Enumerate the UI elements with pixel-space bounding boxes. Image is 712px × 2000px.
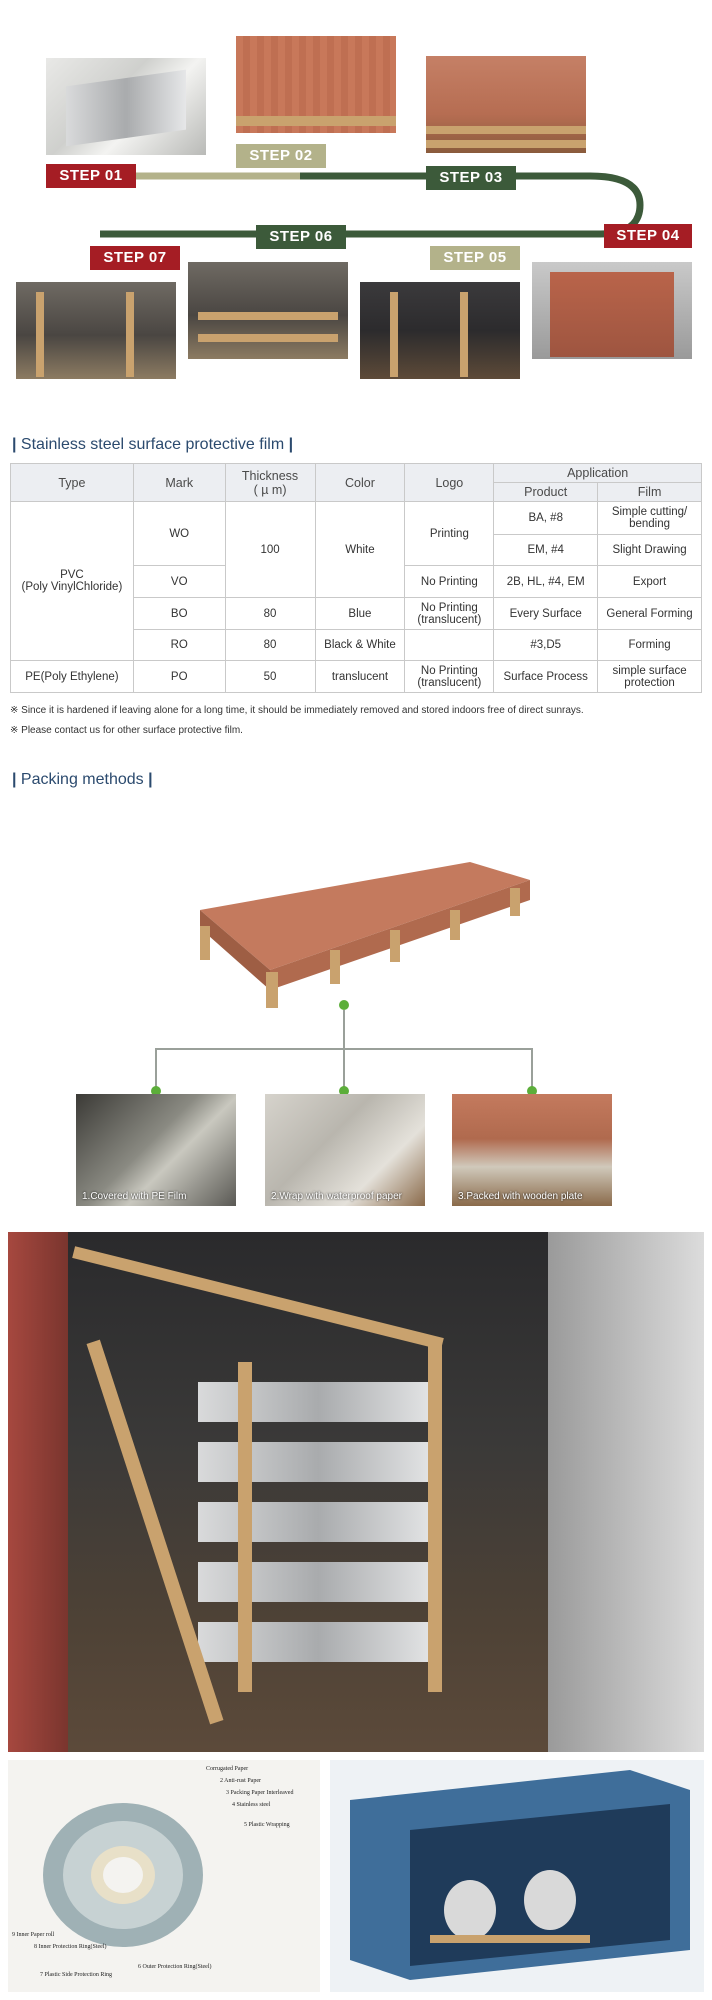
film-cell: Simple cutting/ bending bbox=[598, 502, 702, 535]
mark-cell: WO bbox=[133, 502, 225, 566]
packing-caption-3: 3.Packed with wooden plate bbox=[458, 1191, 583, 1202]
packing-connector bbox=[343, 1010, 345, 1050]
product-cell: EM, #4 bbox=[494, 535, 598, 566]
type-cell-pvc: PVC (Poly VinylChloride) bbox=[11, 502, 134, 661]
step-07-photo bbox=[16, 282, 176, 379]
film-cell: simple surface protection bbox=[598, 661, 702, 693]
product-cell: Every Surface bbox=[494, 598, 598, 630]
packing-caption-1: 1.Covered with PE Film bbox=[82, 1191, 187, 1202]
container-coil-diagram bbox=[330, 1760, 704, 1992]
thickness-cell: 100 bbox=[225, 502, 315, 598]
film-cell: Slight Drawing bbox=[598, 535, 702, 566]
coil-illustration bbox=[28, 1790, 218, 1960]
packing-connector bbox=[531, 1048, 533, 1090]
packing-step-2-image bbox=[265, 1094, 425, 1206]
coil-packing-diagram bbox=[8, 1760, 320, 1992]
container-illustration bbox=[330, 1760, 704, 1992]
logo-cell: No Printing (translucent) bbox=[405, 661, 494, 693]
mark-cell: PO bbox=[133, 661, 225, 693]
step-02-photo bbox=[236, 36, 396, 133]
coil-label: Corrugated Paper bbox=[206, 1766, 249, 1772]
step-01-label: STEP 01 bbox=[46, 164, 136, 188]
coil-label: 6 Outer Protection Ring(Steel) bbox=[138, 1964, 212, 1970]
thickness-cell: 50 bbox=[225, 661, 315, 693]
film-cell: Export bbox=[598, 566, 702, 598]
header-application: Application bbox=[494, 464, 702, 483]
packing-connector bbox=[343, 1048, 345, 1090]
mark-cell: BO bbox=[133, 598, 225, 630]
coil-label: 8 Inner Protection Ring(Steel) bbox=[34, 1944, 107, 1950]
type-cell-pe: PE(Poly Ethylene) bbox=[11, 661, 134, 693]
film-cell: Forming bbox=[598, 630, 702, 661]
header-product: Product bbox=[494, 483, 598, 502]
film-note-2: ※ Please contact us for other surface protective film. bbox=[10, 725, 243, 736]
color-cell: Blue bbox=[315, 598, 405, 630]
product-cell: BA, #8 bbox=[494, 502, 598, 535]
color-cell: translucent bbox=[315, 661, 405, 693]
product-cell: #3,D5 bbox=[494, 630, 598, 661]
step-03-label: STEP 03 bbox=[426, 166, 516, 190]
header-film: Film bbox=[598, 483, 702, 502]
mark-cell: VO bbox=[133, 566, 225, 598]
film-spec-table bbox=[10, 463, 702, 693]
coil-label: 3 Packing Paper Interleaved bbox=[226, 1790, 294, 1796]
packing-caption-2: 2.Wrap with waterproof paper bbox=[271, 1191, 402, 1202]
coil-label: 2 Anti-rust Paper bbox=[220, 1778, 261, 1784]
packing-step-1-image bbox=[76, 1094, 236, 1206]
thickness-cell: 80 bbox=[225, 630, 315, 661]
step-04-photo bbox=[532, 262, 692, 359]
film-note-1: ※ Since it is hardened if leaving alone for a long time, it should be immediately removed and stored indoors free of direct sunrays. bbox=[10, 705, 584, 716]
table-row bbox=[11, 661, 702, 693]
header-mark: Mark bbox=[133, 464, 225, 502]
packing-section-title: | Packing methods | bbox=[12, 771, 153, 788]
film-cell: General Forming bbox=[598, 598, 702, 630]
logo-cell: No Printing bbox=[405, 566, 494, 598]
coil-label: 9 Inner Paper roll bbox=[12, 1932, 55, 1938]
step-01-photo bbox=[46, 58, 206, 155]
mark-cell: RO bbox=[133, 630, 225, 661]
product-cell: 2B, HL, #4, EM bbox=[494, 566, 598, 598]
packing-step-3-image bbox=[452, 1094, 612, 1206]
step-05-label: STEP 05 bbox=[430, 246, 520, 270]
logo-cell: Printing bbox=[405, 502, 494, 566]
step-05-photo bbox=[360, 282, 520, 379]
packing-dot bbox=[339, 1000, 349, 1010]
table-row bbox=[11, 502, 702, 535]
logo-cell: No Printing (translucent) bbox=[405, 598, 494, 630]
step-02-label: STEP 02 bbox=[236, 144, 326, 168]
coil-label: 4 Stainless steel bbox=[232, 1802, 271, 1808]
thickness-cell: 80 bbox=[225, 598, 315, 630]
product-cell: Surface Process bbox=[494, 661, 598, 693]
step-07-label: STEP 07 bbox=[90, 246, 180, 270]
step-04-label: STEP 04 bbox=[604, 224, 692, 248]
header-logo: Logo bbox=[405, 464, 494, 502]
packing-connector bbox=[155, 1048, 157, 1090]
header-type: Type bbox=[11, 464, 134, 502]
container-loading-photo bbox=[8, 1232, 704, 1752]
color-cell: White bbox=[315, 502, 405, 598]
coil-label: 7 Plastic Side Protection Ring bbox=[40, 1972, 112, 1978]
film-section-title: | Stainless steel surface protective film | bbox=[12, 436, 294, 453]
header-thickness: Thickness ( µ m) bbox=[225, 464, 315, 502]
coil-label: 5 Plastic Wrapping bbox=[244, 1822, 290, 1828]
step-03-photo bbox=[426, 56, 586, 153]
step-06-photo bbox=[188, 262, 348, 359]
step-06-label: STEP 06 bbox=[256, 225, 346, 249]
header-color: Color bbox=[315, 464, 405, 502]
logo-cell bbox=[405, 630, 494, 661]
color-cell: Black & White bbox=[315, 630, 405, 661]
crated-plate-image bbox=[180, 860, 540, 1030]
